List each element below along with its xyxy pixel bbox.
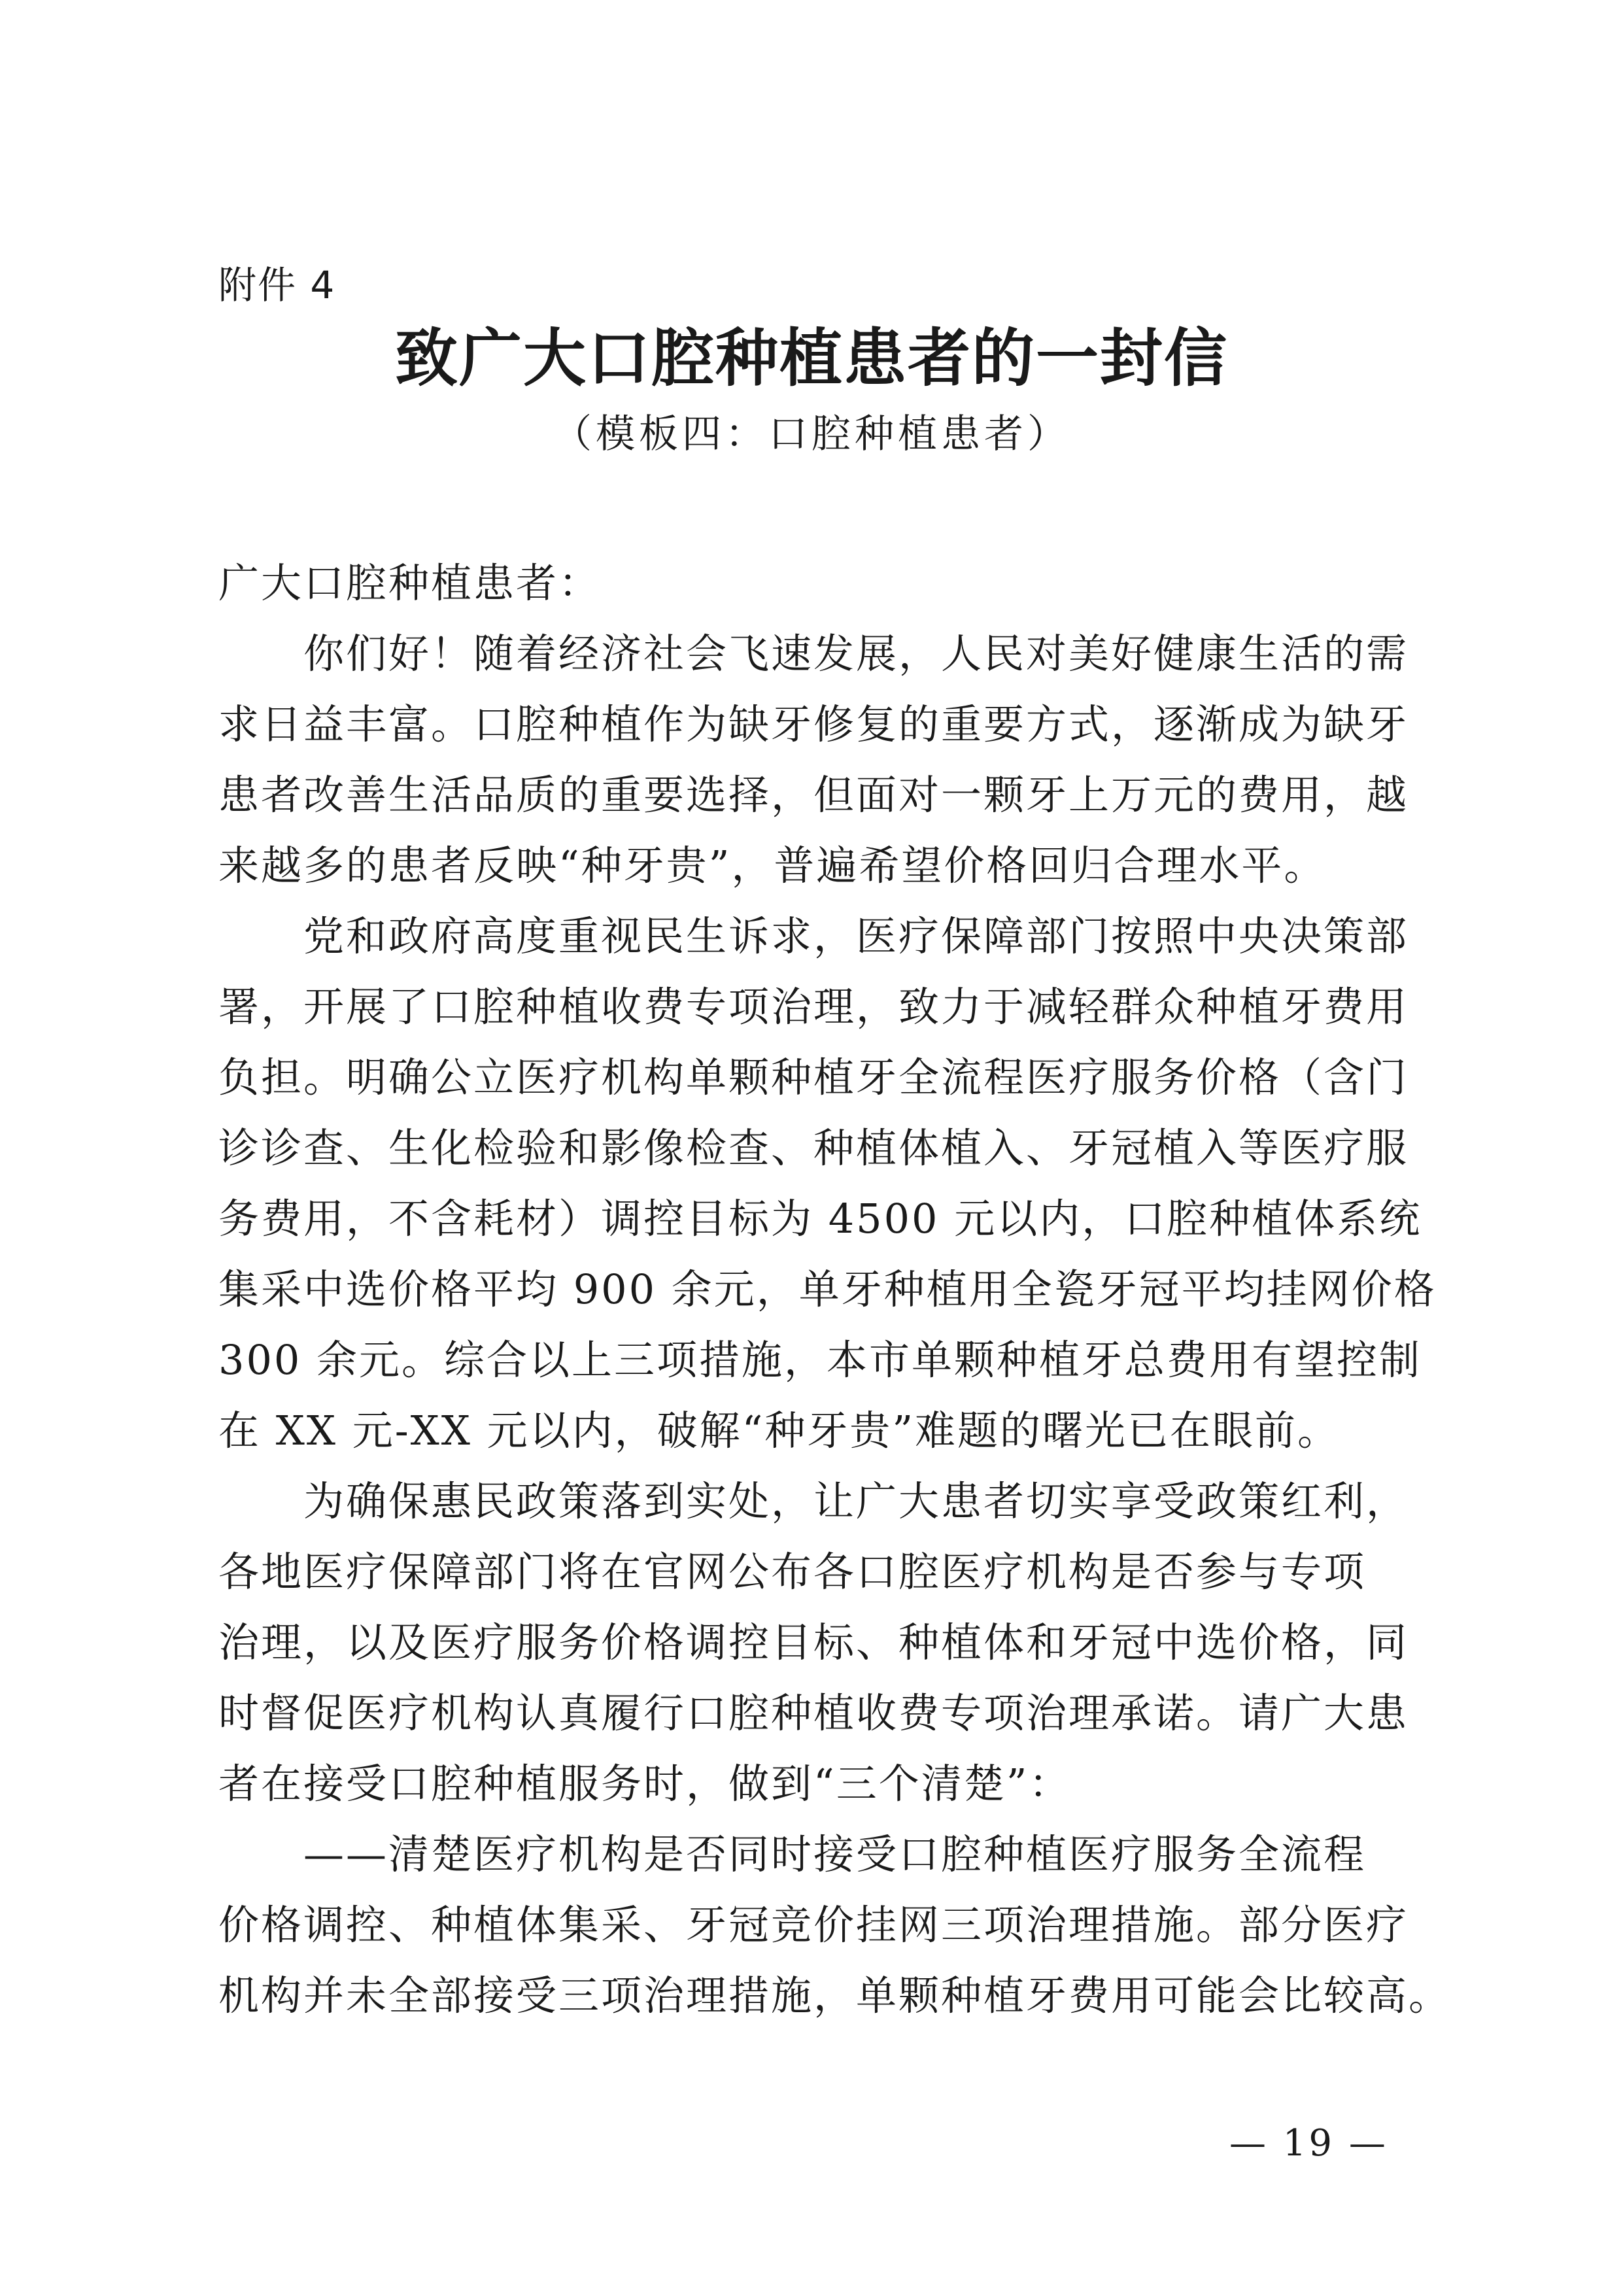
body-line: 为确保惠民政策落到实处，让广大患者切实享受政策红利， <box>218 1477 1409 1525</box>
body-line: 时督促医疗机构认真履行口腔种植收费专项治理承诺。请广大患 <box>218 1689 1409 1737</box>
body-line: 求日益丰富。口腔种植作为缺牙修复的重要方式，逐渐成为缺牙 <box>218 700 1409 748</box>
body-line: 署，开展了口腔种植收费专项治理，致力于减轻群众种植牙费用 <box>218 983 1409 1031</box>
document-subtitle: （模板四：口腔种植患者） <box>553 411 1070 457</box>
body-line: 来越多的患者反映“种牙贵”，普遍希望价格回归合理水平。 <box>218 842 1327 889</box>
body-line: 诊诊查、生化检验和影像检查、种植体植入、牙冠植入等医疗服 <box>218 1124 1409 1172</box>
body-line: 患者改善生活品质的重要选择，但面对一颗牙上万元的费用，越 <box>218 771 1409 819</box>
body-line: 务费用，不含耗材）调控目标为 4500 元以内，口腔种植体系统 <box>218 1195 1422 1242</box>
body-line: 集采中选价格平均 900 余元，单牙种植用全瓷牙冠平均挂网价格 <box>218 1265 1437 1313</box>
body-line: 党和政府高度重视民生诉求，医疗保障部门按照中央决策部 <box>218 912 1409 960</box>
page-number: — 19 — <box>1229 2122 1388 2165</box>
body-line: 者在接受口腔种植服务时，做到“三个清楚”： <box>218 1760 1072 1808</box>
body-line: 治理，以及医疗服务价格调控目标、种植体和牙冠中选价格，同 <box>218 1619 1409 1666</box>
salutation-line: 广大口腔种植患者： <box>218 559 602 607</box>
attachment-label: 附件 4 <box>218 263 336 307</box>
body-line: 价格调控、种植体集采、牙冠竞价挂网三项治理措施。部分医疗 <box>218 1901 1409 1949</box>
document-title: 致广大口腔种植患者的一封信 <box>395 321 1228 395</box>
letter-body <box>218 548 1452 2031</box>
body-line: 你们好！随着经济社会飞速发展，人民对美好健康生活的需 <box>218 630 1409 677</box>
body-line: 负担。明确公立医疗机构单颗种植牙全流程医疗服务价格（含门 <box>218 1054 1409 1101</box>
body-line: 300 余元。综合以上三项措施，本市单颗种植牙总费用有望控制 <box>218 1336 1422 1384</box>
body-line: 机构并未全部接受三项治理措施，单颗种植牙费用可能会比较高。 <box>218 1972 1452 2019</box>
body-line: ——清楚医疗机构是否同时接受口腔种植医疗服务全流程 <box>218 1830 1367 1878</box>
body-line: 各地医疗保障部门将在官网公布各口腔医疗机构是否参与专项 <box>218 1548 1367 1596</box>
body-line: 在 XX 元-XX 元以内，破解“种牙贵”难题的曙光已在眼前。 <box>218 1407 1341 1454</box>
